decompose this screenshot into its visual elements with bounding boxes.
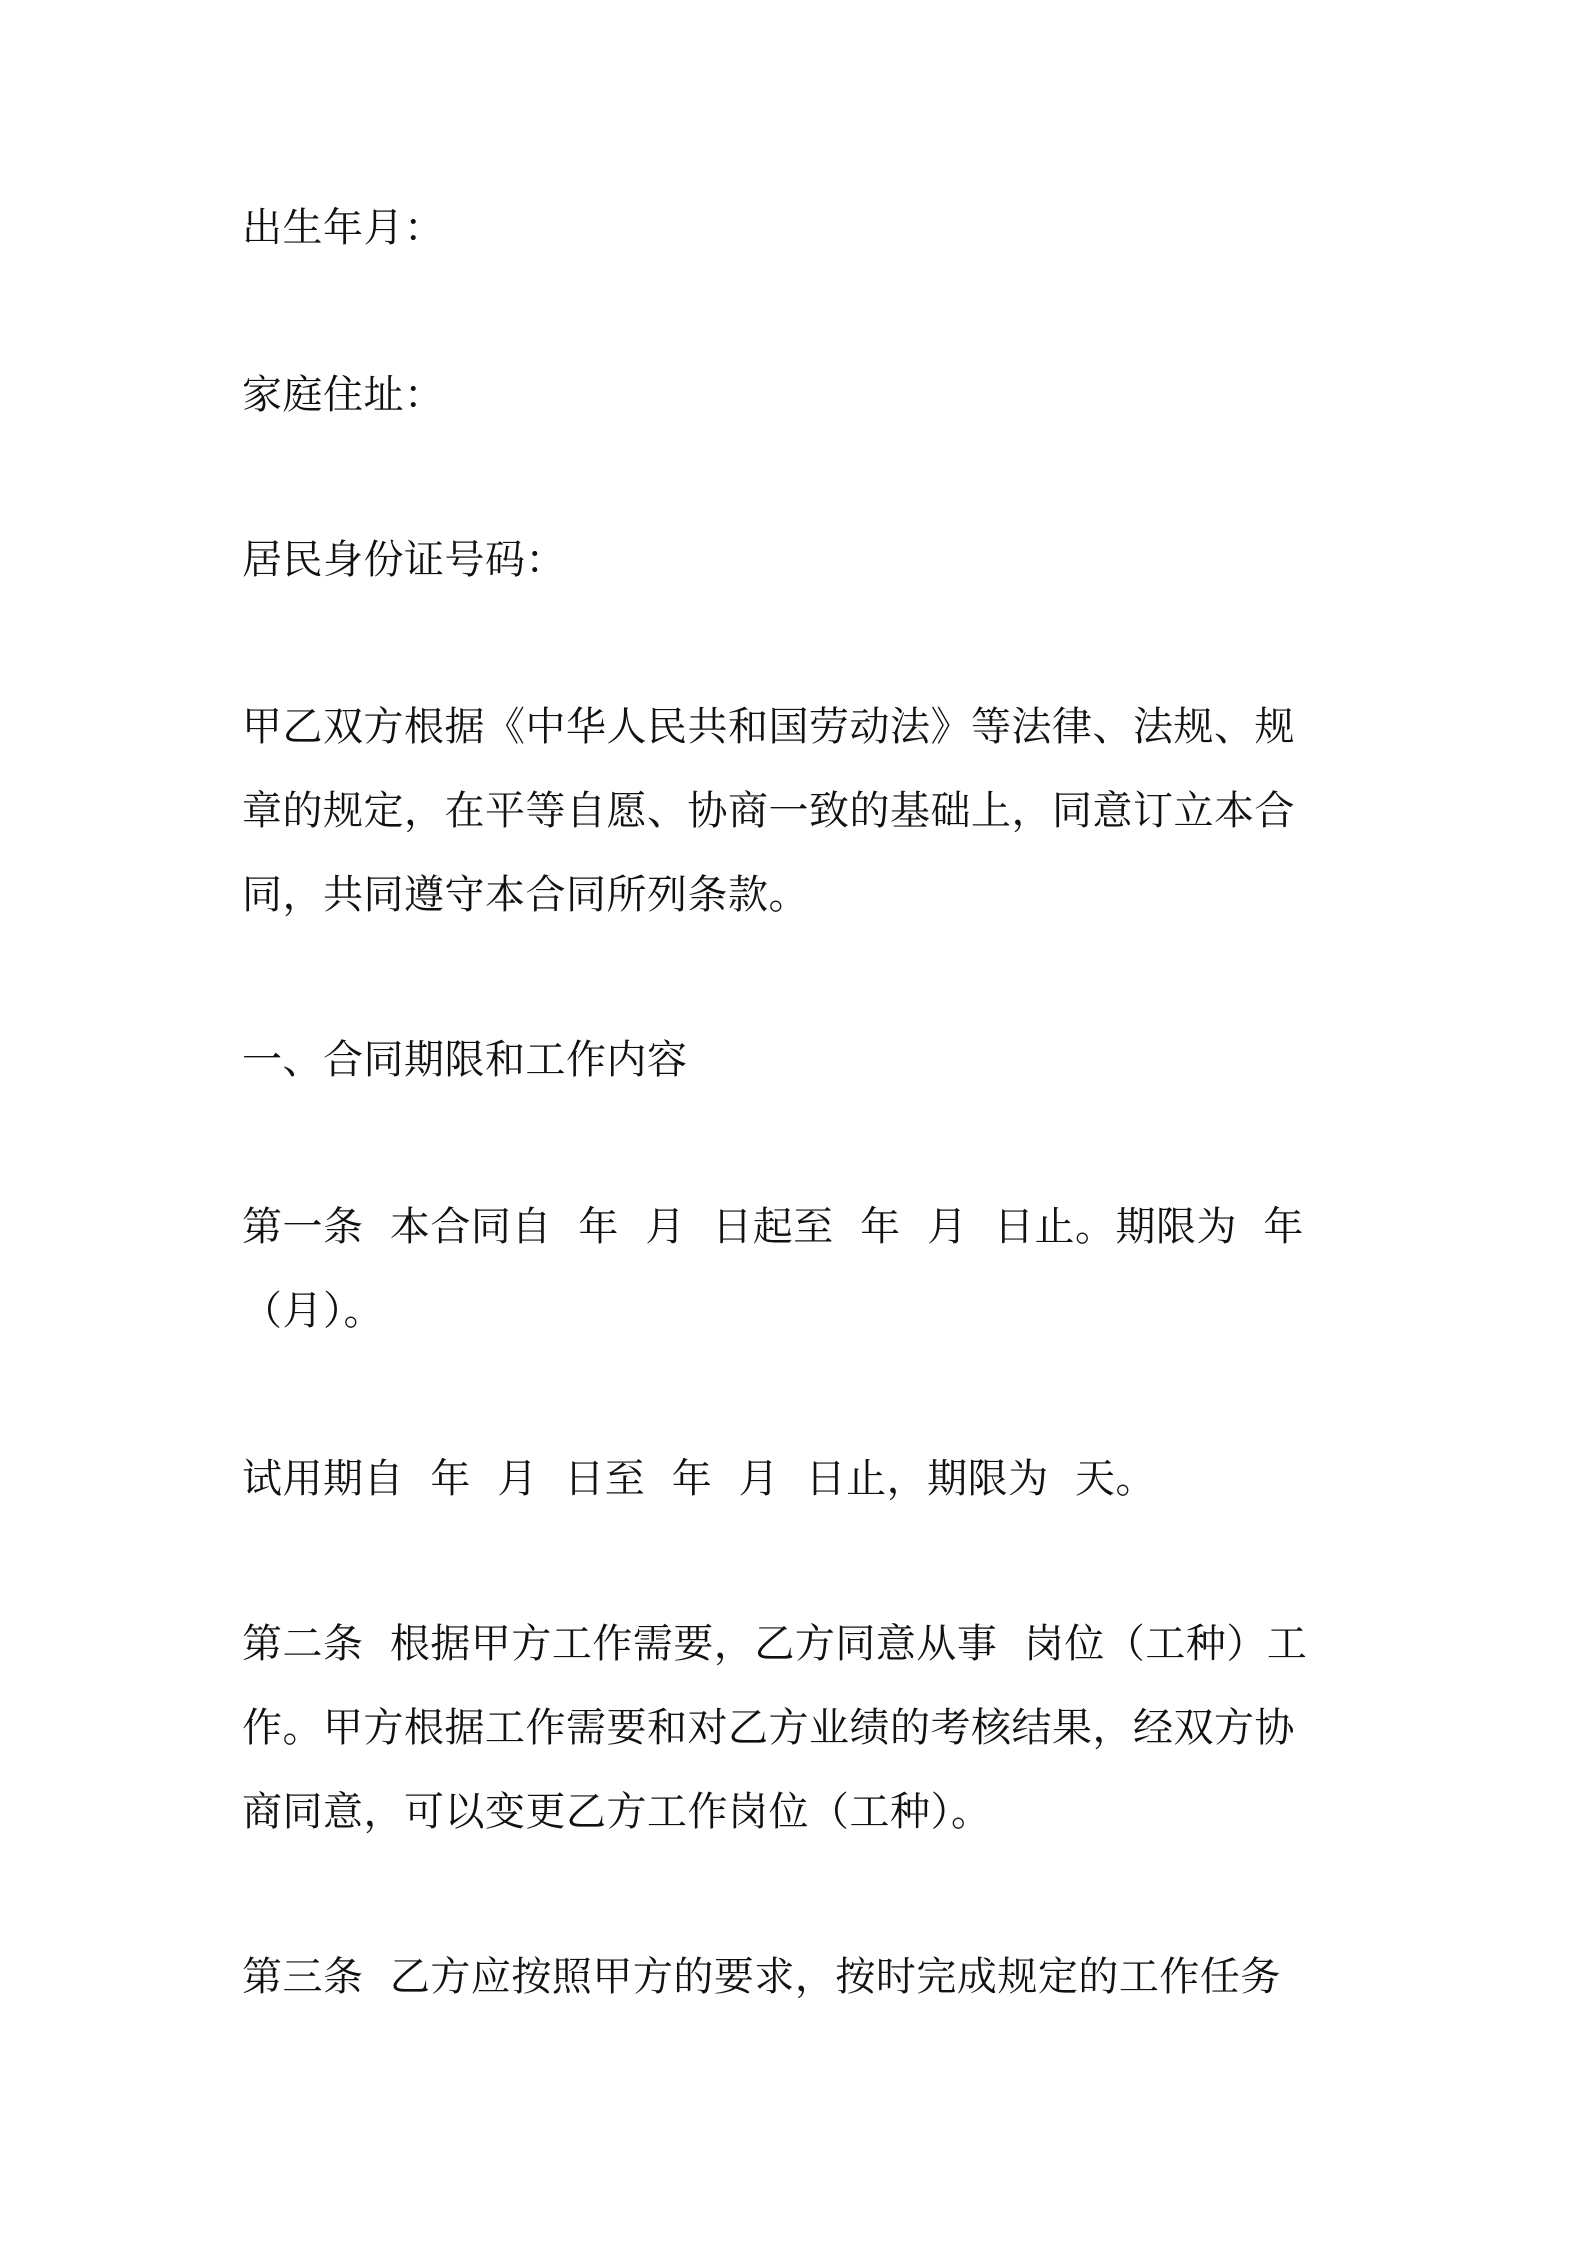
id-number-label: 居民身份证号码： bbox=[242, 537, 566, 583]
preamble-paragraph bbox=[242, 685, 1352, 937]
section-heading bbox=[242, 1018, 1352, 1102]
id-number-field bbox=[242, 518, 1352, 602]
article-2 bbox=[242, 1602, 1352, 1854]
article-1-line: （月）。 bbox=[242, 1288, 384, 1334]
probation-clause bbox=[242, 1437, 1352, 1521]
preamble-line: 同，共同遵守本合同所列条款。 bbox=[242, 872, 809, 918]
birth-date-field bbox=[242, 186, 1352, 270]
probation-text: 试用期自 年 月 日至 年 月 日止，期限为 天。 bbox=[242, 1456, 1157, 1502]
home-address-field bbox=[242, 353, 1352, 437]
section-heading-text: 一、合同期限和工作内容 bbox=[242, 1037, 688, 1083]
article-2-line: 作。甲方根据工作需要和对乙方业绩的考核结果，经双方协 bbox=[242, 1705, 1295, 1751]
article-3 bbox=[242, 1935, 1352, 2019]
home-address-label: 家庭住址： bbox=[242, 372, 445, 418]
article-2-line: 商同意，可以变更乙方工作岗位（工种）。 bbox=[242, 1789, 992, 1835]
article-1 bbox=[242, 1185, 1352, 1353]
preamble-line: 章的规定，在平等自愿、协商一致的基础上，同意订立本合 bbox=[242, 788, 1295, 834]
article-2-line: 第二条 根据甲方工作需要，乙方同意从事 岗位（工种）工 bbox=[242, 1621, 1308, 1667]
birth-date-label: 出生年月： bbox=[242, 205, 445, 251]
preamble-line: 甲乙双方根据《中华人民共和国劳动法》等法律、法规、规 bbox=[242, 704, 1295, 750]
article-3-line: 第三条 乙方应按照甲方的要求，按时完成规定的工作任务 bbox=[242, 1954, 1281, 2000]
article-1-line: 第一条 本合同自 年 月 日起至 年 月 日止。期限为 年 bbox=[242, 1204, 1304, 1250]
